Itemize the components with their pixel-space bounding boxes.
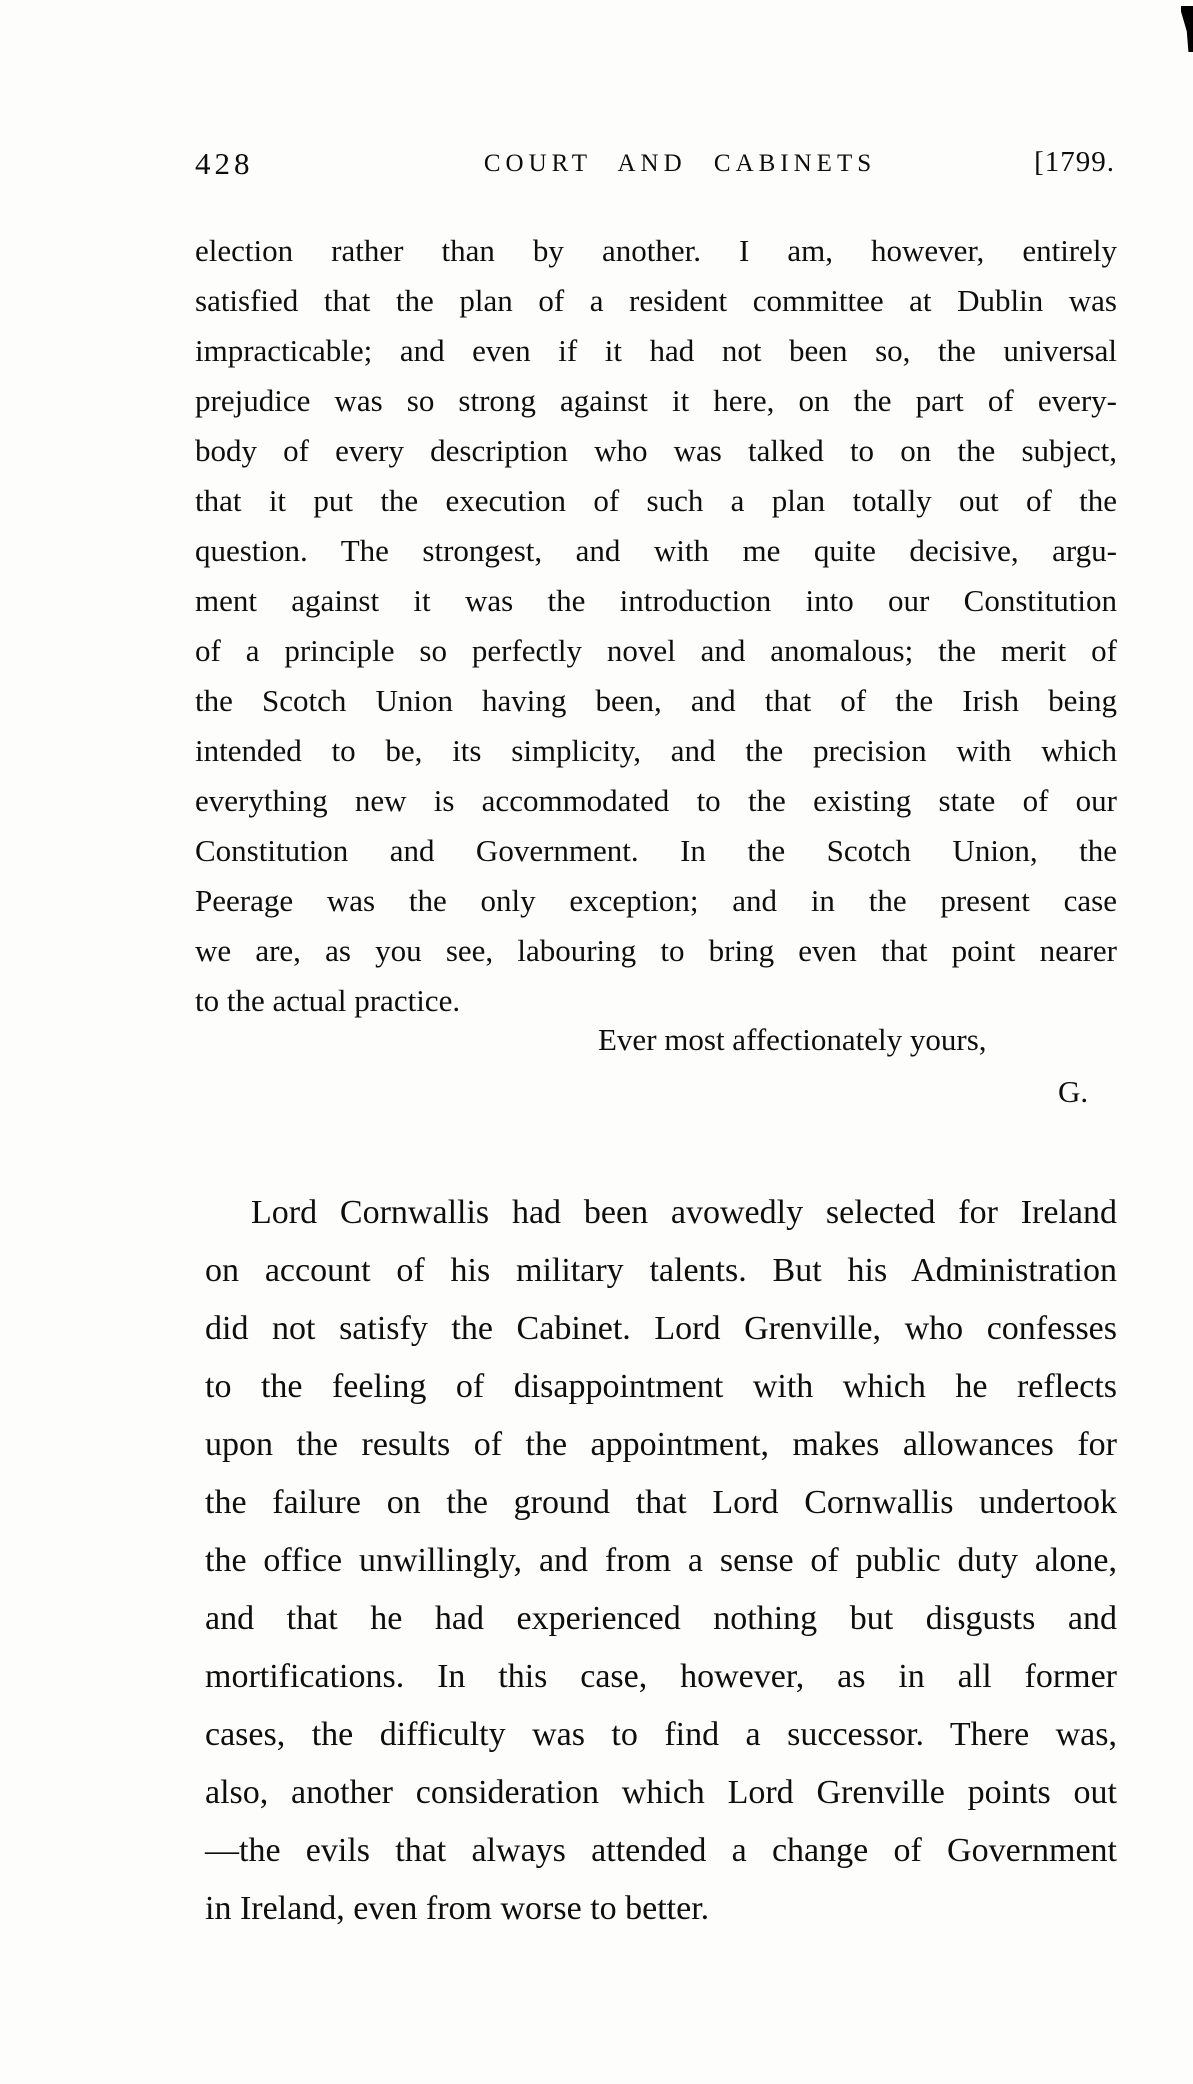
letter-line: ment against it was the introduction into our Constitution	[195, 583, 1117, 618]
narrative-line: the office unwillingly, and from a sense of public duty alone,	[205, 1542, 1117, 1579]
letter-line: election rather than by another. I am, however, entirely	[195, 233, 1117, 268]
letter-line: Constitution and Government. In the Scotch Union, the	[195, 833, 1117, 868]
narrative-line: upon the results of the appointment, makes allowances for	[205, 1426, 1117, 1463]
page-number: 428	[195, 146, 254, 181]
letter-line: satisfied that the plan of a resident committee at Dublin was	[195, 283, 1117, 318]
narrative-line: —the evils that always attended a change of Government	[205, 1832, 1117, 1869]
letter-line: prejudice was so strong against it here, on the part of every-	[195, 383, 1117, 418]
narrative-line: Lord Cornwallis had been avowedly selected for Ireland	[251, 1194, 1117, 1231]
narrative-line: in Ireland, even from worse to better.	[205, 1890, 710, 1927]
narrative-line: to the feeling of disappointment with which he reflects	[205, 1368, 1117, 1405]
letter-valediction: Ever most affectionately yours,	[598, 1022, 987, 1057]
letter-line: body of every description who was talked to on the subject,	[195, 433, 1117, 468]
letter-line: that it put the execution of such a plan totally out of the	[195, 483, 1117, 518]
narrative-line: did not satisfy the Cabinet. Lord Grenville, who confesses	[205, 1310, 1117, 1347]
letter-line: the Scotch Union having been, and that of the Irish being	[195, 683, 1117, 718]
narrative-line: also, another consideration which Lord Grenville points out	[205, 1774, 1117, 1811]
scan-ink-artifact	[1181, 6, 1193, 52]
letter-paragraph	[195, 226, 1117, 1026]
narrative-line: mortifications. In this case, however, as in all former	[205, 1658, 1117, 1695]
narrative-line: and that he had experienced nothing but disgusts and	[205, 1600, 1117, 1637]
narrative-line: the failure on the ground that Lord Cornwallis undertook	[205, 1484, 1117, 1521]
letter-line: intended to be, its simplicity, and the precision with which	[195, 733, 1117, 768]
narrative-line: on account of his military talents. But his Administration	[205, 1252, 1117, 1289]
letter-line: everything new is accommodated to the existing state of our	[195, 783, 1117, 818]
running-title: COURT AND CABINETS	[483, 150, 877, 177]
letter-signature: G.	[1058, 1074, 1089, 1109]
letter-line: Peerage was the only exception; and in the present case	[195, 883, 1117, 918]
header-year: [1799.	[1034, 146, 1115, 178]
letter-line: of a principle so perfectly novel and anomalous; the merit of	[195, 633, 1117, 668]
letter-line: to the actual practice.	[195, 983, 461, 1018]
letter-line: impracticable; and even if it had not been so, the universal	[195, 333, 1117, 368]
page-header	[195, 146, 1115, 190]
letter-line: we are, as you see, labouring to bring even that point nearer	[195, 933, 1117, 968]
narrative-paragraph	[205, 1184, 1117, 1938]
narrative-line: cases, the difficulty was to find a successor. There was,	[205, 1716, 1117, 1753]
letter-line: question. The strongest, and with me quite decisive, argu-	[195, 533, 1117, 568]
